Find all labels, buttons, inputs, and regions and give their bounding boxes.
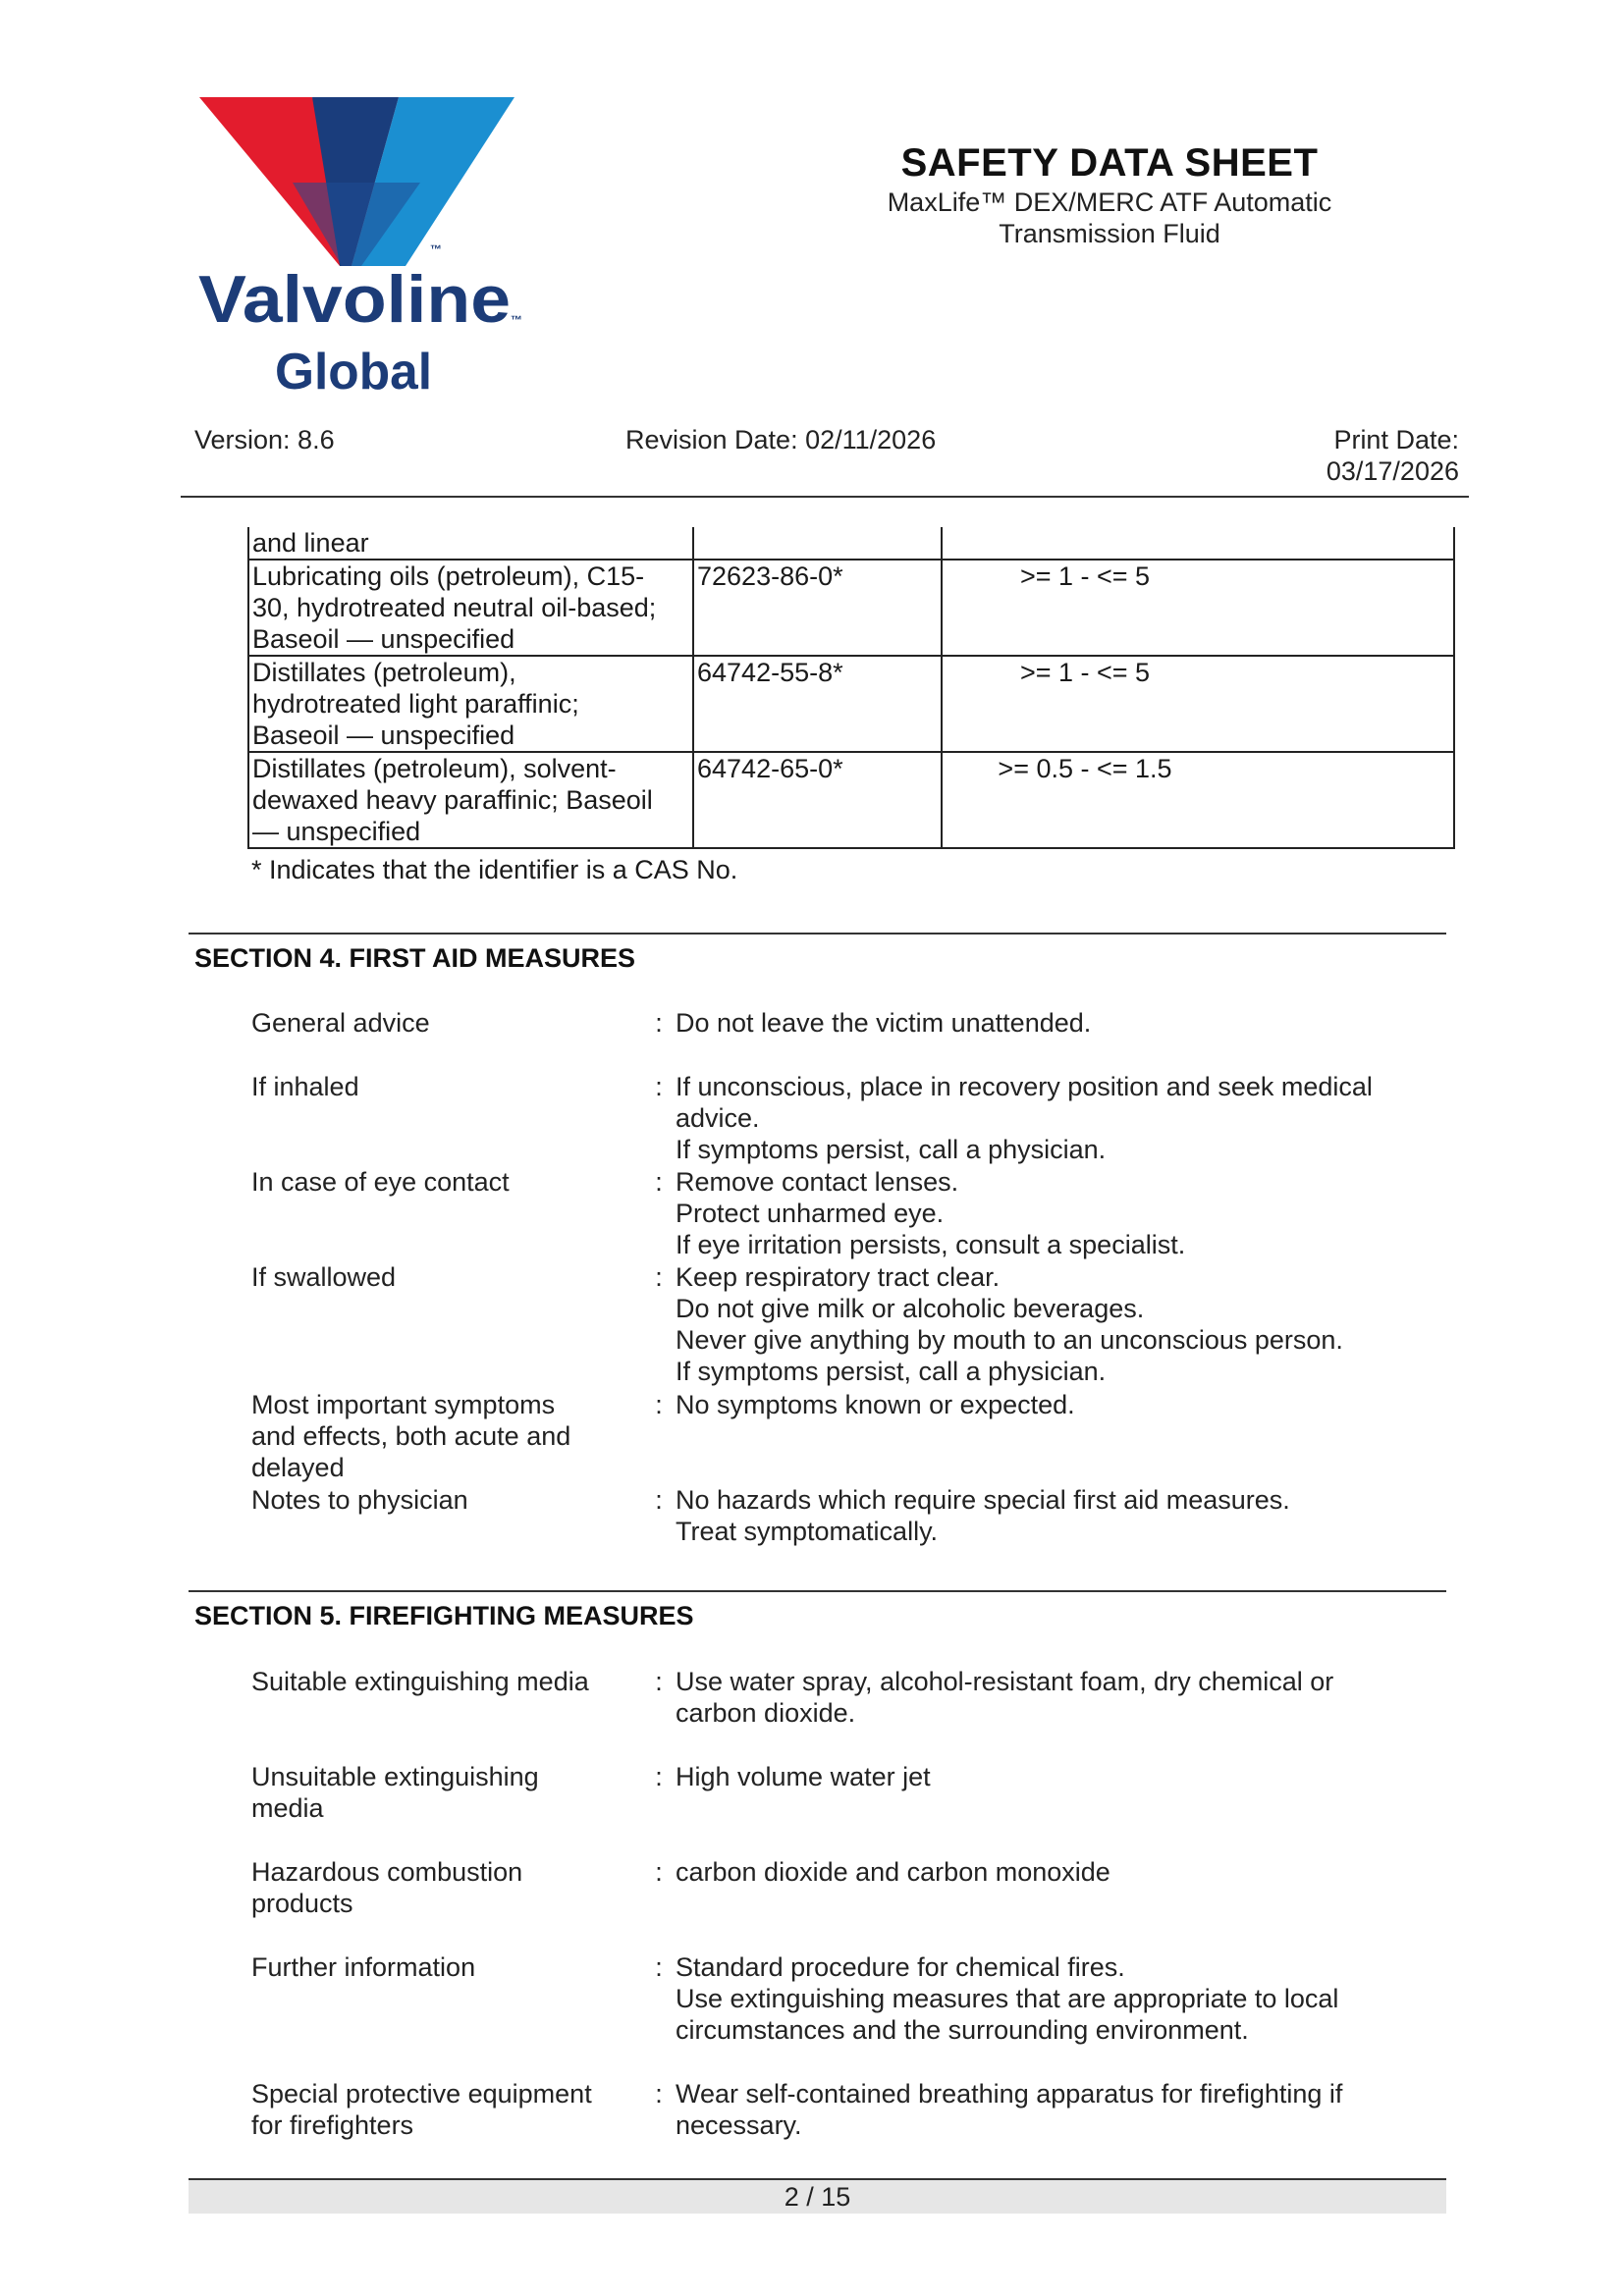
- component-name: [248, 527, 693, 560]
- row-value-line: If unconscious, place in recovery position and seek medical: [676, 1072, 1373, 1101]
- row-label-line: and effects, both acute and: [251, 1421, 571, 1451]
- row-label-line: Suitable extinguishing media: [251, 1667, 589, 1696]
- component-name-line: Lubricating oils (petroleum), C15-: [252, 561, 645, 591]
- row-value-line: Protect unharmed eye.: [676, 1199, 945, 1228]
- row-colon: :: [655, 1008, 663, 1038]
- product-name-line-2: Transmission Fluid: [999, 219, 1220, 248]
- row-value-line: No hazards which require special first aid measures.: [676, 1485, 1290, 1515]
- row-colon: :: [655, 1262, 663, 1292]
- section4-row: [251, 1007, 1430, 1039]
- row-value-line: If symptoms persist, call a physician.: [676, 1357, 1107, 1386]
- row-value-line: Treat symptomatically.: [676, 1517, 939, 1546]
- section5-row: [251, 1951, 1430, 2046]
- component-name: [248, 656, 693, 752]
- component-name-line: dewaxed heavy paraffinic; Baseoil: [252, 785, 653, 815]
- row-value-line: Standard procedure for chemical fires.: [676, 1952, 1125, 1982]
- logo-trademark-top: ™: [430, 242, 442, 256]
- section-5-title: SECTION 5. FIREFIGHTING MEASURES: [194, 1601, 694, 1630]
- concentration-cell: [942, 656, 1454, 752]
- product-name: [864, 187, 1355, 249]
- row-value-line: No symptoms known or expected.: [676, 1390, 1075, 1419]
- row-value-line: carbon dioxide and carbon monoxide: [676, 1857, 1110, 1887]
- row-label: [251, 1389, 634, 1483]
- section-4-title: SECTION 4. FIRST AID MEASURES: [194, 943, 636, 973]
- row-label: [251, 1166, 634, 1260]
- print-date-value: 03/17/2026: [1326, 456, 1459, 486]
- section4-row: [251, 1071, 1430, 1165]
- row-colon: :: [655, 1857, 663, 1887]
- row-label-line: If swallowed: [251, 1262, 397, 1292]
- row-colon: :: [655, 1390, 663, 1419]
- concentration-cell: [942, 752, 1454, 848]
- row-label-line: products: [251, 1889, 353, 1918]
- row-colon: :: [655, 2079, 663, 2109]
- composition-row: [248, 560, 1454, 656]
- component-name-line: Distillates (petroleum),: [252, 658, 516, 687]
- row-value-line: Do not leave the victim unattended.: [676, 1008, 1092, 1038]
- row-value-line: Use extinguishing measures that are appropriate to local: [676, 1984, 1339, 2013]
- row-value-line: Never give anything by mouth to an unconscious person.: [676, 1325, 1343, 1355]
- row-label-line: Special protective equipment: [251, 2079, 592, 2109]
- logo-trademark: ™: [511, 313, 522, 327]
- row-label-line: In case of eye contact: [251, 1167, 510, 1197]
- cas-number: [693, 527, 942, 560]
- component-name-line: Baseoil — unspecified: [252, 721, 515, 750]
- section4-row: [251, 1484, 1430, 1547]
- logo-subname: Global: [275, 344, 432, 399]
- row-label-line: General advice: [251, 1008, 430, 1038]
- row-value: [670, 1007, 1402, 1039]
- section5-row: [251, 1666, 1430, 1729]
- concentration-cell: [942, 560, 1454, 656]
- row-value-line: advice.: [676, 1103, 760, 1133]
- row-value-line: necessary.: [676, 2110, 802, 2140]
- section4-row: [251, 1261, 1430, 1387]
- row-value-line: Use water spray, alcohol-resistant foam, dry chemical or: [676, 1667, 1334, 1696]
- composition-row: [248, 527, 1454, 560]
- row-label-line: Further information: [251, 1952, 476, 1982]
- row-label-line: for firefighters: [251, 2110, 414, 2140]
- row-value-line: Do not give milk or alcoholic beverages.: [676, 1294, 1145, 1323]
- row-label-line: Most important symptoms: [251, 1390, 556, 1419]
- header-divider: [181, 496, 1469, 498]
- row-value: [670, 1761, 1402, 1824]
- cas-number: 64742-65-0*: [693, 752, 942, 848]
- print-date-label: Print Date:: [1333, 425, 1459, 454]
- composition-table: [247, 527, 1455, 849]
- row-value: [670, 1856, 1402, 1919]
- logo-wordmark: Valvoline: [198, 262, 511, 337]
- row-value: [670, 1071, 1402, 1165]
- document-title: SAFETY DATA SHEET: [900, 141, 1319, 185]
- row-value: [670, 1951, 1402, 2046]
- print-date: [1326, 424, 1459, 487]
- row-label: [251, 1261, 634, 1387]
- row-value: [670, 1666, 1402, 1729]
- row-label-line: media: [251, 1793, 324, 1823]
- composition-row: [248, 656, 1454, 752]
- row-label: [251, 1856, 634, 1919]
- row-colon: :: [655, 1952, 663, 1982]
- product-name-line-1: MaxLife™ DEX/MERC ATF Automatic: [887, 187, 1332, 217]
- row-label-line: Hazardous combustion: [251, 1857, 523, 1887]
- row-value-line: circumstances and the surrounding environment.: [676, 2015, 1249, 2045]
- row-label-line: If inhaled: [251, 1072, 359, 1101]
- row-label-line: Notes to physician: [251, 1485, 468, 1515]
- row-colon: :: [655, 1072, 663, 1101]
- row-colon: :: [655, 1167, 663, 1197]
- version-label: Version: 8.6: [194, 425, 335, 454]
- cas-number: 64742-55-8*: [693, 656, 942, 752]
- page-number: 2 / 15: [784, 2182, 851, 2212]
- component-name-line: — unspecified: [252, 817, 421, 846]
- concentration: >= 1 - <= 5: [1019, 658, 1151, 687]
- row-value: [670, 1166, 1402, 1260]
- row-colon: :: [655, 1485, 663, 1515]
- row-value-line: Remove contact lenses.: [676, 1167, 959, 1197]
- row-colon: :: [655, 1667, 663, 1696]
- revision-date: Revision Date: 02/11/2026: [625, 425, 937, 454]
- valvoline-global-logo: [194, 94, 528, 399]
- row-value-line: Wear self-contained breathing apparatus for firefighting if: [676, 2079, 1343, 2109]
- section5-row: [251, 2078, 1430, 2141]
- row-value-line: If eye irritation persists, consult a specialist.: [676, 1230, 1186, 1259]
- concentration: >= 1 - <= 5: [1019, 561, 1151, 591]
- section5-row: [251, 1856, 1430, 1919]
- section4-row: [251, 1166, 1430, 1260]
- row-value: [670, 1484, 1402, 1547]
- row-label: [251, 2078, 634, 2141]
- row-label: [251, 1484, 634, 1547]
- row-value: [670, 1389, 1402, 1483]
- row-value-line: Keep respiratory tract clear.: [676, 1262, 1001, 1292]
- section-5-divider: [189, 1590, 1446, 1592]
- composition-row: [248, 752, 1454, 848]
- row-colon: :: [655, 1762, 663, 1791]
- component-name: [248, 752, 693, 848]
- row-label: [251, 1007, 634, 1039]
- cas-number: 72623-86-0*: [693, 560, 942, 656]
- concentration-cell: [942, 527, 1454, 560]
- component-name-line: hydrotreated light paraffinic;: [252, 689, 579, 719]
- component-name-line: 30, hydrotreated neutral oil-based;: [252, 593, 657, 622]
- row-label: [251, 1071, 634, 1165]
- row-value-line: High volume water jet: [676, 1762, 931, 1791]
- component-name: [248, 560, 693, 656]
- section5-row: [251, 1761, 1430, 1824]
- cas-note: * Indicates that the identifier is a CAS No.: [251, 855, 738, 884]
- row-value: [670, 2078, 1402, 2141]
- section4-row: [251, 1389, 1430, 1483]
- section-4-divider: [189, 933, 1446, 934]
- row-label-line: Unsuitable extinguishing: [251, 1762, 539, 1791]
- row-label: [251, 1951, 634, 2046]
- component-name-line: and linear: [252, 528, 369, 558]
- row-label: [251, 1666, 634, 1729]
- row-value-line: carbon dioxide.: [676, 1698, 856, 1728]
- row-value-line: If symptoms persist, call a physician.: [676, 1135, 1107, 1164]
- component-name-line: Distillates (petroleum), solvent-: [252, 754, 617, 783]
- component-name-line: Baseoil — unspecified: [252, 624, 515, 654]
- concentration: >= 0.5 - <= 1.5: [998, 754, 1172, 783]
- row-label-line: delayed: [251, 1453, 345, 1482]
- row-value: [670, 1261, 1402, 1387]
- row-label: [251, 1761, 634, 1824]
